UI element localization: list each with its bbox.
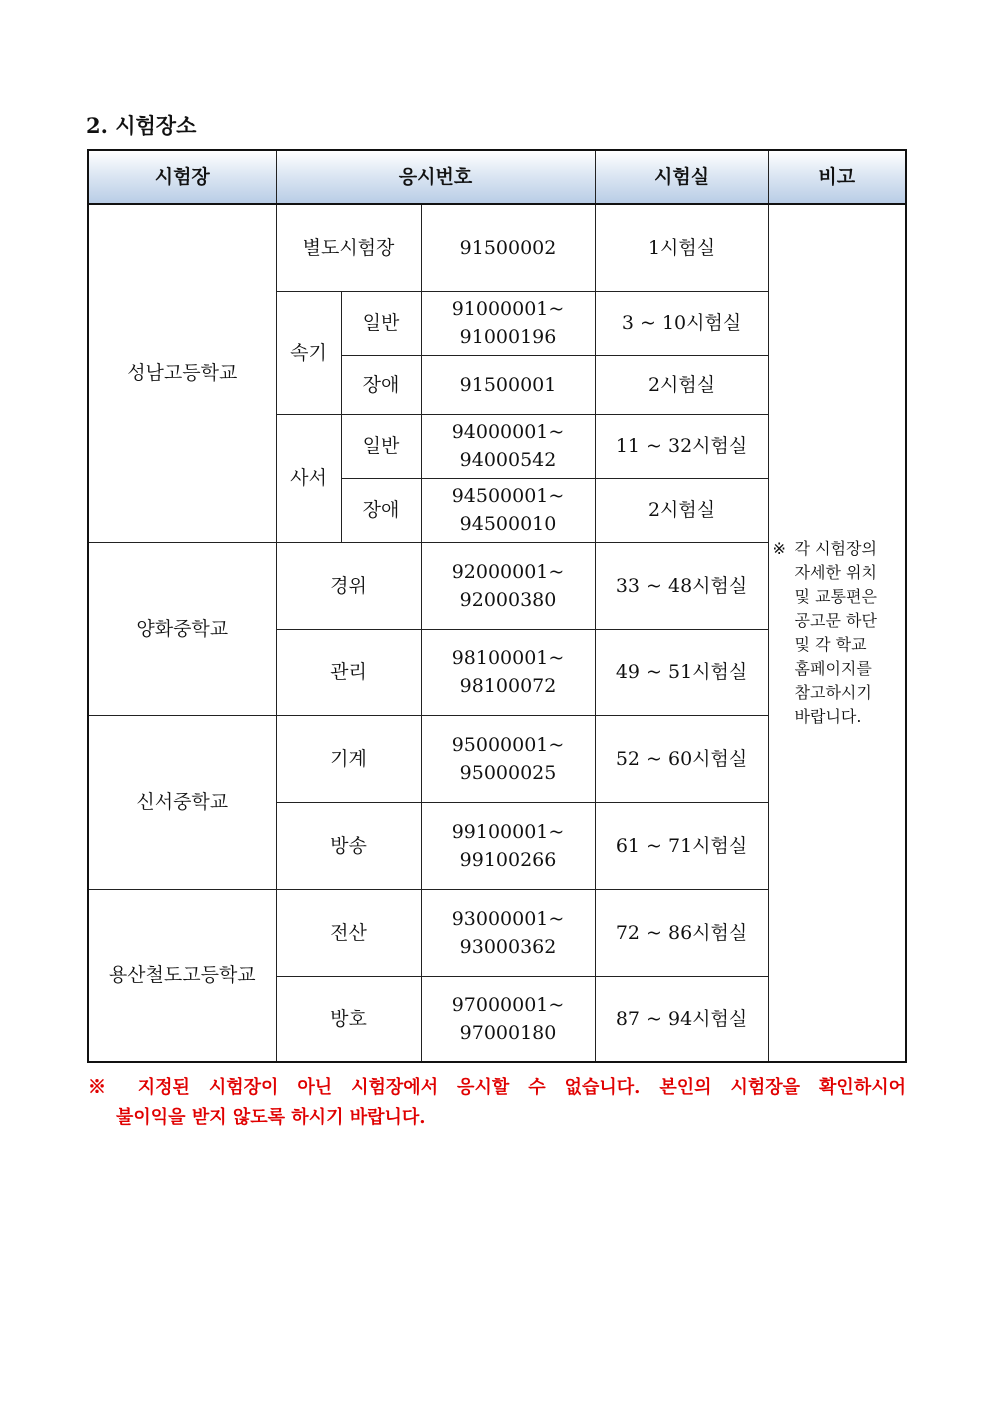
number-cell <box>421 542 595 629</box>
category-cell: 전산 <box>276 889 421 976</box>
number-start: 98100001~ <box>451 647 565 669</box>
number-cell <box>421 889 595 976</box>
number-start: 93000001~ <box>451 907 565 930</box>
venue-cell: 성남고등학교 <box>88 204 276 542</box>
room-cell: 3 ~ 10시험실 <box>595 291 768 355</box>
number-cell: 91500001 <box>421 355 595 414</box>
subcategory-cell: 장애 <box>341 478 421 542</box>
number-cell <box>421 414 595 478</box>
note-line: 각 시험장의 <box>794 539 877 558</box>
note-text <box>795 537 877 729</box>
number-start: 94000001~ <box>451 421 565 443</box>
footer-line-2: 불이익을 받지 않도록 하시기 바랍니다. <box>116 1107 426 1128</box>
note-line: 홈페이지를 <box>794 659 872 678</box>
number-cell <box>421 976 595 1062</box>
number-end: 92000380 <box>459 588 557 611</box>
number-end: 94000542 <box>459 449 557 471</box>
number-end: 99100266 <box>459 848 557 871</box>
venue-cell: 용산철도고등학교 <box>88 889 276 1062</box>
number-cell <box>421 478 595 542</box>
note-cell <box>768 204 906 1062</box>
number-cell <box>421 291 595 355</box>
header-room: 시험실 <box>595 150 768 204</box>
note-line: 및 각 학교 <box>794 635 867 654</box>
number-end: 93000362 <box>459 935 557 958</box>
note-line: 참고하시기 <box>794 683 872 702</box>
room-cell: 1시험실 <box>595 204 768 291</box>
venue-cell: 신서중학교 <box>88 715 276 889</box>
room-cell: 52 ~ 60시험실 <box>595 715 768 802</box>
category-cell: 방송 <box>276 802 421 889</box>
number-end: 94500010 <box>459 513 557 535</box>
number-start: 97000001~ <box>451 993 565 1016</box>
header-venue: 시험장 <box>88 150 276 204</box>
room-cell: 72 ~ 86시험실 <box>595 889 768 976</box>
table-row <box>88 204 906 291</box>
category-cell: 기계 <box>276 715 421 802</box>
number-start: 92000001~ <box>451 560 565 583</box>
subcategory-cell: 장애 <box>341 355 421 414</box>
note-line: 및 교통편은 <box>794 587 877 606</box>
category-cell: 경위 <box>276 542 421 629</box>
footer-warning <box>88 1073 906 1133</box>
category-cell: 방호 <box>276 976 421 1062</box>
subcategory-cell: 일반 <box>341 414 421 478</box>
room-cell: 2시험실 <box>595 478 768 542</box>
number-end: 95000025 <box>459 761 557 784</box>
number-cell <box>421 715 595 802</box>
number-cell: 91500002 <box>421 204 595 291</box>
room-cell: 61 ~ 71시험실 <box>595 802 768 889</box>
subcategory-cell: 일반 <box>341 291 421 355</box>
category-cell: 별도시험장 <box>276 204 421 291</box>
number-cell <box>421 802 595 889</box>
footer-mark: ※ <box>88 1077 119 1098</box>
number-end: 97000180 <box>459 1021 557 1044</box>
number-end: 98100072 <box>459 675 557 697</box>
number-start: 91000001~ <box>451 298 565 320</box>
room-cell: 87 ~ 94시험실 <box>595 976 768 1062</box>
header-number: 응시번호 <box>276 150 595 204</box>
section-heading: 2. 시험장소 <box>86 113 197 138</box>
number-start: 99100001~ <box>451 820 565 843</box>
number-start: 94500001~ <box>451 485 565 507</box>
footer-text-1: 지정된 시험장이 아닌 시험장에서 응시할 수 없습니다. 본인의 시험장을 확인하시어 <box>137 1077 906 1098</box>
exam-venue-table <box>87 149 907 1063</box>
header-row <box>88 150 906 204</box>
note-line: 공고문 하단 <box>794 611 877 630</box>
category-cell: 사서 <box>276 414 341 542</box>
footer-line-1 <box>88 1073 906 1103</box>
venue-cell: 양화중학교 <box>88 542 276 715</box>
number-start: 95000001~ <box>451 733 565 756</box>
note-line: 자세한 위치 <box>794 563 877 582</box>
header-note: 비고 <box>768 150 906 204</box>
category-cell: 관리 <box>276 629 421 715</box>
room-cell: 2시험실 <box>595 355 768 414</box>
number-end: 91000196 <box>459 326 557 348</box>
room-cell: 11 ~ 32시험실 <box>595 414 768 478</box>
note-line: 바랍니다. <box>794 707 862 726</box>
category-cell: 속기 <box>276 291 341 414</box>
room-cell: 49 ~ 51시험실 <box>595 629 768 715</box>
note-mark: ※ <box>772 539 786 558</box>
number-cell <box>421 629 595 715</box>
room-cell: 33 ~ 48시험실 <box>595 542 768 629</box>
